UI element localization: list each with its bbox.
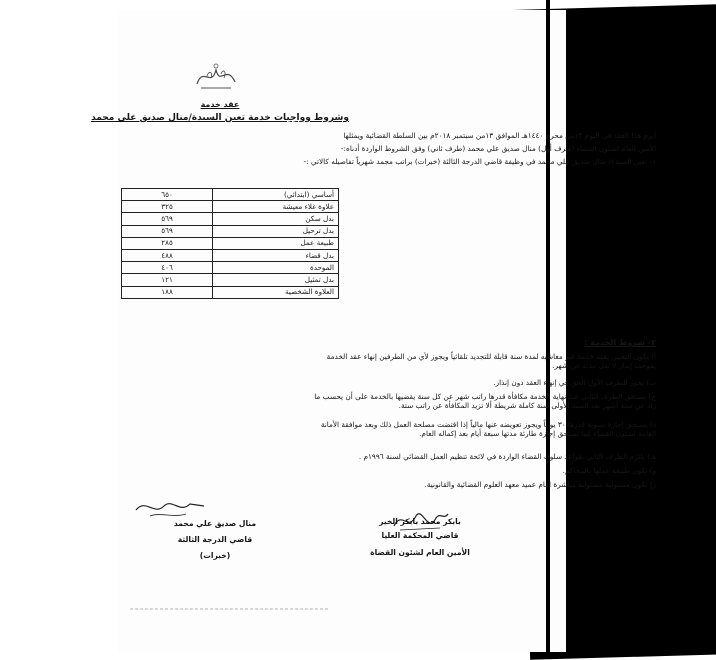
item-label: بدل سكن <box>213 213 339 225</box>
item-value: ١٢١ <box>122 274 213 286</box>
item-value: ٤٠٦ <box>122 262 213 274</box>
clause-g: ز) تكون مسئولية مسئولية مباشرة امام عميد معهد العلوم القضائية والقانونية. <box>424 480 656 489</box>
document-type: عقد خدمة <box>200 100 240 109</box>
table-row <box>122 189 339 201</box>
second-party-note: (خبرات) <box>199 551 231 560</box>
footer-print-marks <box>130 606 330 612</box>
table-row <box>122 274 339 286</box>
second-party-title: قاضي الدرجة الثالثة <box>177 535 253 544</box>
item-value: ١٨٨ <box>122 286 213 298</box>
item-value: ٣٢٥ <box>122 201 213 213</box>
table-row <box>122 249 339 261</box>
table-row <box>122 286 339 298</box>
clause-c: ج) يستحق الطرف الثاني عند نهاية الخدمة مكافأة قدرها راتب شهر عن كل سنة يقضيها بالخدمة على أن يحسب ما زاد عن ستة أشهر بعد السنة الأولى سنة كاملة شريطة ألا تزيد المكافأة عن راتب ستة. <box>314 392 656 410</box>
clause-d: د) يستحق إجازة سنوية قدرها ٣٠ يوماً ويجوز تعويضه عنها مالياً إذا اقتضت مصلحة العمل ذلك وبعد موافقة الأمانة العامة لشئون القضاء كما يستحق إجازة طارئة مدتها سبعة أيام بعد إكماله العام. <box>320 420 656 438</box>
clause-f: و) تكون طبيعة عملها بالمحاكم. <box>562 466 656 475</box>
salary-table <box>121 188 339 299</box>
item-value: ٤٨٨ <box>122 249 213 261</box>
item-label: بدل ترحيل <box>213 225 339 237</box>
clause-e: هـ) يلتزم الطرف الثاني بقواعد سلوك القضاء الواردة في لائحة تنظيم العمل القضائي لسنة ١٩٩٦م . <box>358 452 656 461</box>
item-label: طبيعة عمل <box>213 237 339 249</box>
item-label: بدل تمثيل <box>213 274 339 286</box>
table-row <box>122 213 339 225</box>
item-value: ٢٨٥ <box>122 237 213 249</box>
page-edge <box>546 0 550 652</box>
table-row <box>122 225 339 237</box>
first-party-title: قاضي المحكمة العليا <box>381 531 459 540</box>
item-label: أساسي (ابتدائي) <box>213 189 339 201</box>
item-value: ٥٦٩ <box>122 213 213 225</box>
item-label: علاوة غلاء معيشة <box>213 201 339 213</box>
item-label: بدل قضاء <box>213 249 339 261</box>
table-row <box>122 262 339 274</box>
intro-line-3: ١- تعين السيدة/ منال صديق علي محمد في وظيفة قاضي الدرجة الثالثة (خبرات) براتب مجمد شهرياً تفاصيله كالاتي :- <box>303 157 656 166</box>
emblem-icon <box>193 58 239 94</box>
second-party-name: منال صديق علي محمد <box>173 519 257 528</box>
first-party-name: بابكر محمد بابكر الخير <box>379 517 461 526</box>
intro-line-2: الأمين العام لشئون القضاء (طرف أول) منال صديق علي محمد (طرف ثاني) وفق الشروط الواردة أدناه:- <box>340 144 656 153</box>
table-row <box>122 237 339 249</box>
item-value: ٥٦٩ <box>122 225 213 237</box>
clause-a: أ) يكون التعيين بعقد خدمة غير معاشيه لمدة سنة قابلة للتجديد تلقائياً ويجوز لأي من الطرفين إنهاء عقد الخدمة بموجب إنذار لا تقل مدته عن شهر. <box>326 352 656 370</box>
table-row <box>122 201 339 213</box>
item-label: الموحدة <box>213 262 339 274</box>
conditions-title: ٢- شروط الخدمة : <box>584 338 656 347</box>
document-title: وشروط وواجبات خدمة تعين السيدة/منال صديق علي محمد <box>91 113 349 123</box>
first-party-role: الأمين العام لشئون القضاة <box>370 548 470 557</box>
item-label: العلاوة الشخصية <box>213 286 339 298</box>
clause-b: ب) يجوز للطرف الأول الحق في إنهاء العقد دون إنذار. <box>493 378 656 387</box>
intro-line-1: أبرم هذا العقد في اليوم ١٣من محرم ١٤٤٠هـ الموافق ١٣من سبتمبر ٢٠١٨م بين السلطة القضائية ويمثلها <box>343 131 656 140</box>
item-value: ٦٥٠ <box>122 189 213 201</box>
